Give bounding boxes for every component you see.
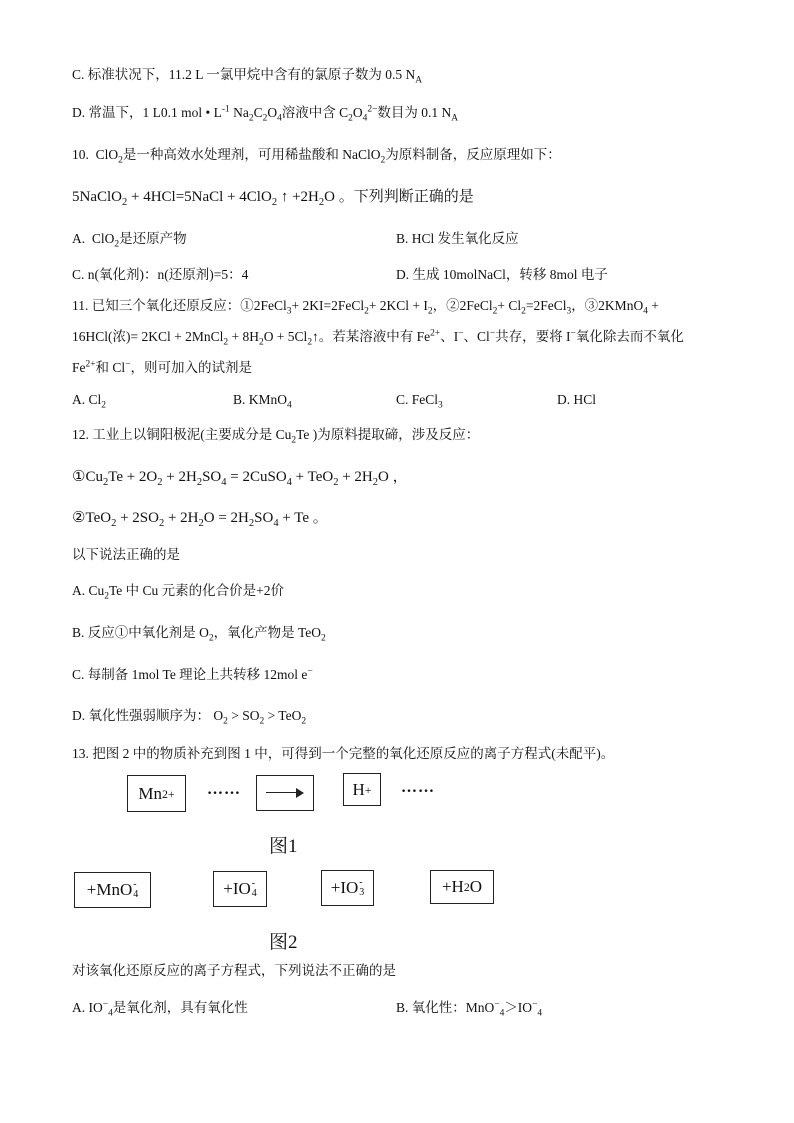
q11-option-c: C. FeCl$_3$ (396, 392, 443, 411)
fig1-box-mn2plus: Mn 2+ (127, 775, 186, 812)
fig2-box-io3: +IO - 3 (321, 870, 374, 906)
q11-option-d: D. HCl (557, 392, 597, 407)
q12-intro: 以下说法正确的是 (72, 547, 180, 562)
q11-stem-line3: $Fe^{2+}$和 Cl−，则可加入的试剂是 (72, 359, 253, 375)
q10-option-b: B. HCl 发生氧化反应 (396, 231, 519, 246)
q11-stem-line1: 11. 已知三个氧化还原反应：①2FeCl$_3$+ 2KI=2FeCl$_2$+ $2KCl + I_2$，②2FeCl$_2$+ $Cl_2=2FeCl_3$，③2KMnO$_4$ + (72, 298, 659, 317)
q12-reaction-1: $①Cu_2Te + 2O_2 + 2H_2SO_4$ = 2CuSO$_4$ + $TeO_2 + 2H_2O$ ， (72, 469, 408, 488)
reaction-arrow-icon (266, 788, 304, 798)
fig1-caption: 图1 (269, 836, 298, 857)
q9-option-c: C. 标准状况下，11.2 L 一氯甲烷中含有的氯原子数为 0.5 $N_A$ (72, 67, 423, 86)
q10-option-a: A. ClO$_2$是还原产物 (72, 231, 187, 250)
q13-ask: 对该氧化还原反应的离子方程式，下列说法不正确的是 (72, 963, 396, 978)
fig1-box-arrow (256, 775, 314, 811)
q10-stem: 10. ClO$_2$是一种高效水处理剂，可用稀盐酸和 NaClO$_2$为原料制备，反应原理如下： (72, 147, 561, 166)
q12-option-c: C. 每制备 1mol Te 理论上共转移 12mol e− (72, 666, 313, 682)
q9-option-d: D. 常温下，1 L0.1 mol • $L^{-1}$ $Na_2C_2O_4$溶液中含 $C_2O_4^{2-}$数目为 0.1 $N_A$ (72, 104, 459, 124)
q10-option-c: C. n(氧化剂)：n(还原剂)=5：4 (72, 267, 249, 282)
fig2-box-io4: +IO - 4 (213, 871, 267, 907)
q12-stem: 12. 工业上以铜阳极泥(主要成分是 $Cu_2Te$ )为原料提取碲，涉及反应： (72, 427, 480, 446)
q12-reaction-2: ②TeO$_2$ + $2SO_2 + 2H_2O = 2H_2SO_4 + Te$ 。 (72, 510, 328, 529)
q10-equation: 5NaClO$_2$ + 4HCl=5NaCl + 4ClO$_2$ ↑ $+2H_2O$ 。下列判断正确的是 (72, 189, 474, 208)
fig2-box-mno4: +MnO - 4 (74, 872, 151, 908)
fig1-dots-2: …… (401, 779, 435, 796)
fig1-box-hplus: H + (343, 773, 381, 806)
q12-option-d: D. 氧化性强弱顺序为： $O_2 > SO_2 > TeO_2$ (72, 708, 307, 727)
q13-option-a: A. $IO^-_4$是氧化剂，具有氧化性 (72, 999, 248, 1019)
q11-stem-line2: 16HCl(浓)= 2KCl + 2MnCl$_2$ + $8H_2O$ + $5Cl_2↑$。若某溶液中有 $Fe^{2+}$、I−、Cl−共存，要将 I−氧化除去而不氧化 (72, 328, 684, 348)
q11-option-a: A. $Cl_2$ (72, 392, 106, 411)
q10-option-d: D. 生成 10molNaCl，转移 8mol 电子 (396, 267, 608, 282)
q12-option-b: B. 反应①中氧化剂是 $O_2$，氧化产物是 TeO$_2$ (72, 625, 326, 644)
q11-option-b: B. KMnO$_4$ (233, 392, 292, 411)
fig2-box-h2o: +H 2 O (430, 870, 494, 904)
fig2-caption: 图2 (269, 932, 298, 953)
q12-option-a: A. $Cu_2Te$ 中 Cu 元素的化合价是+2价 (72, 583, 285, 602)
fig1-dots-1: …… (207, 781, 241, 798)
q13-option-b: B. 氧化性：$MnO^-_4>IO^-_4$ (396, 999, 543, 1019)
q13-stem: 13. 把图 2 中的物质补充到图 1 中，可得到一个完整的氧化还原反应的离子方程式(未配平)。 (72, 746, 615, 761)
